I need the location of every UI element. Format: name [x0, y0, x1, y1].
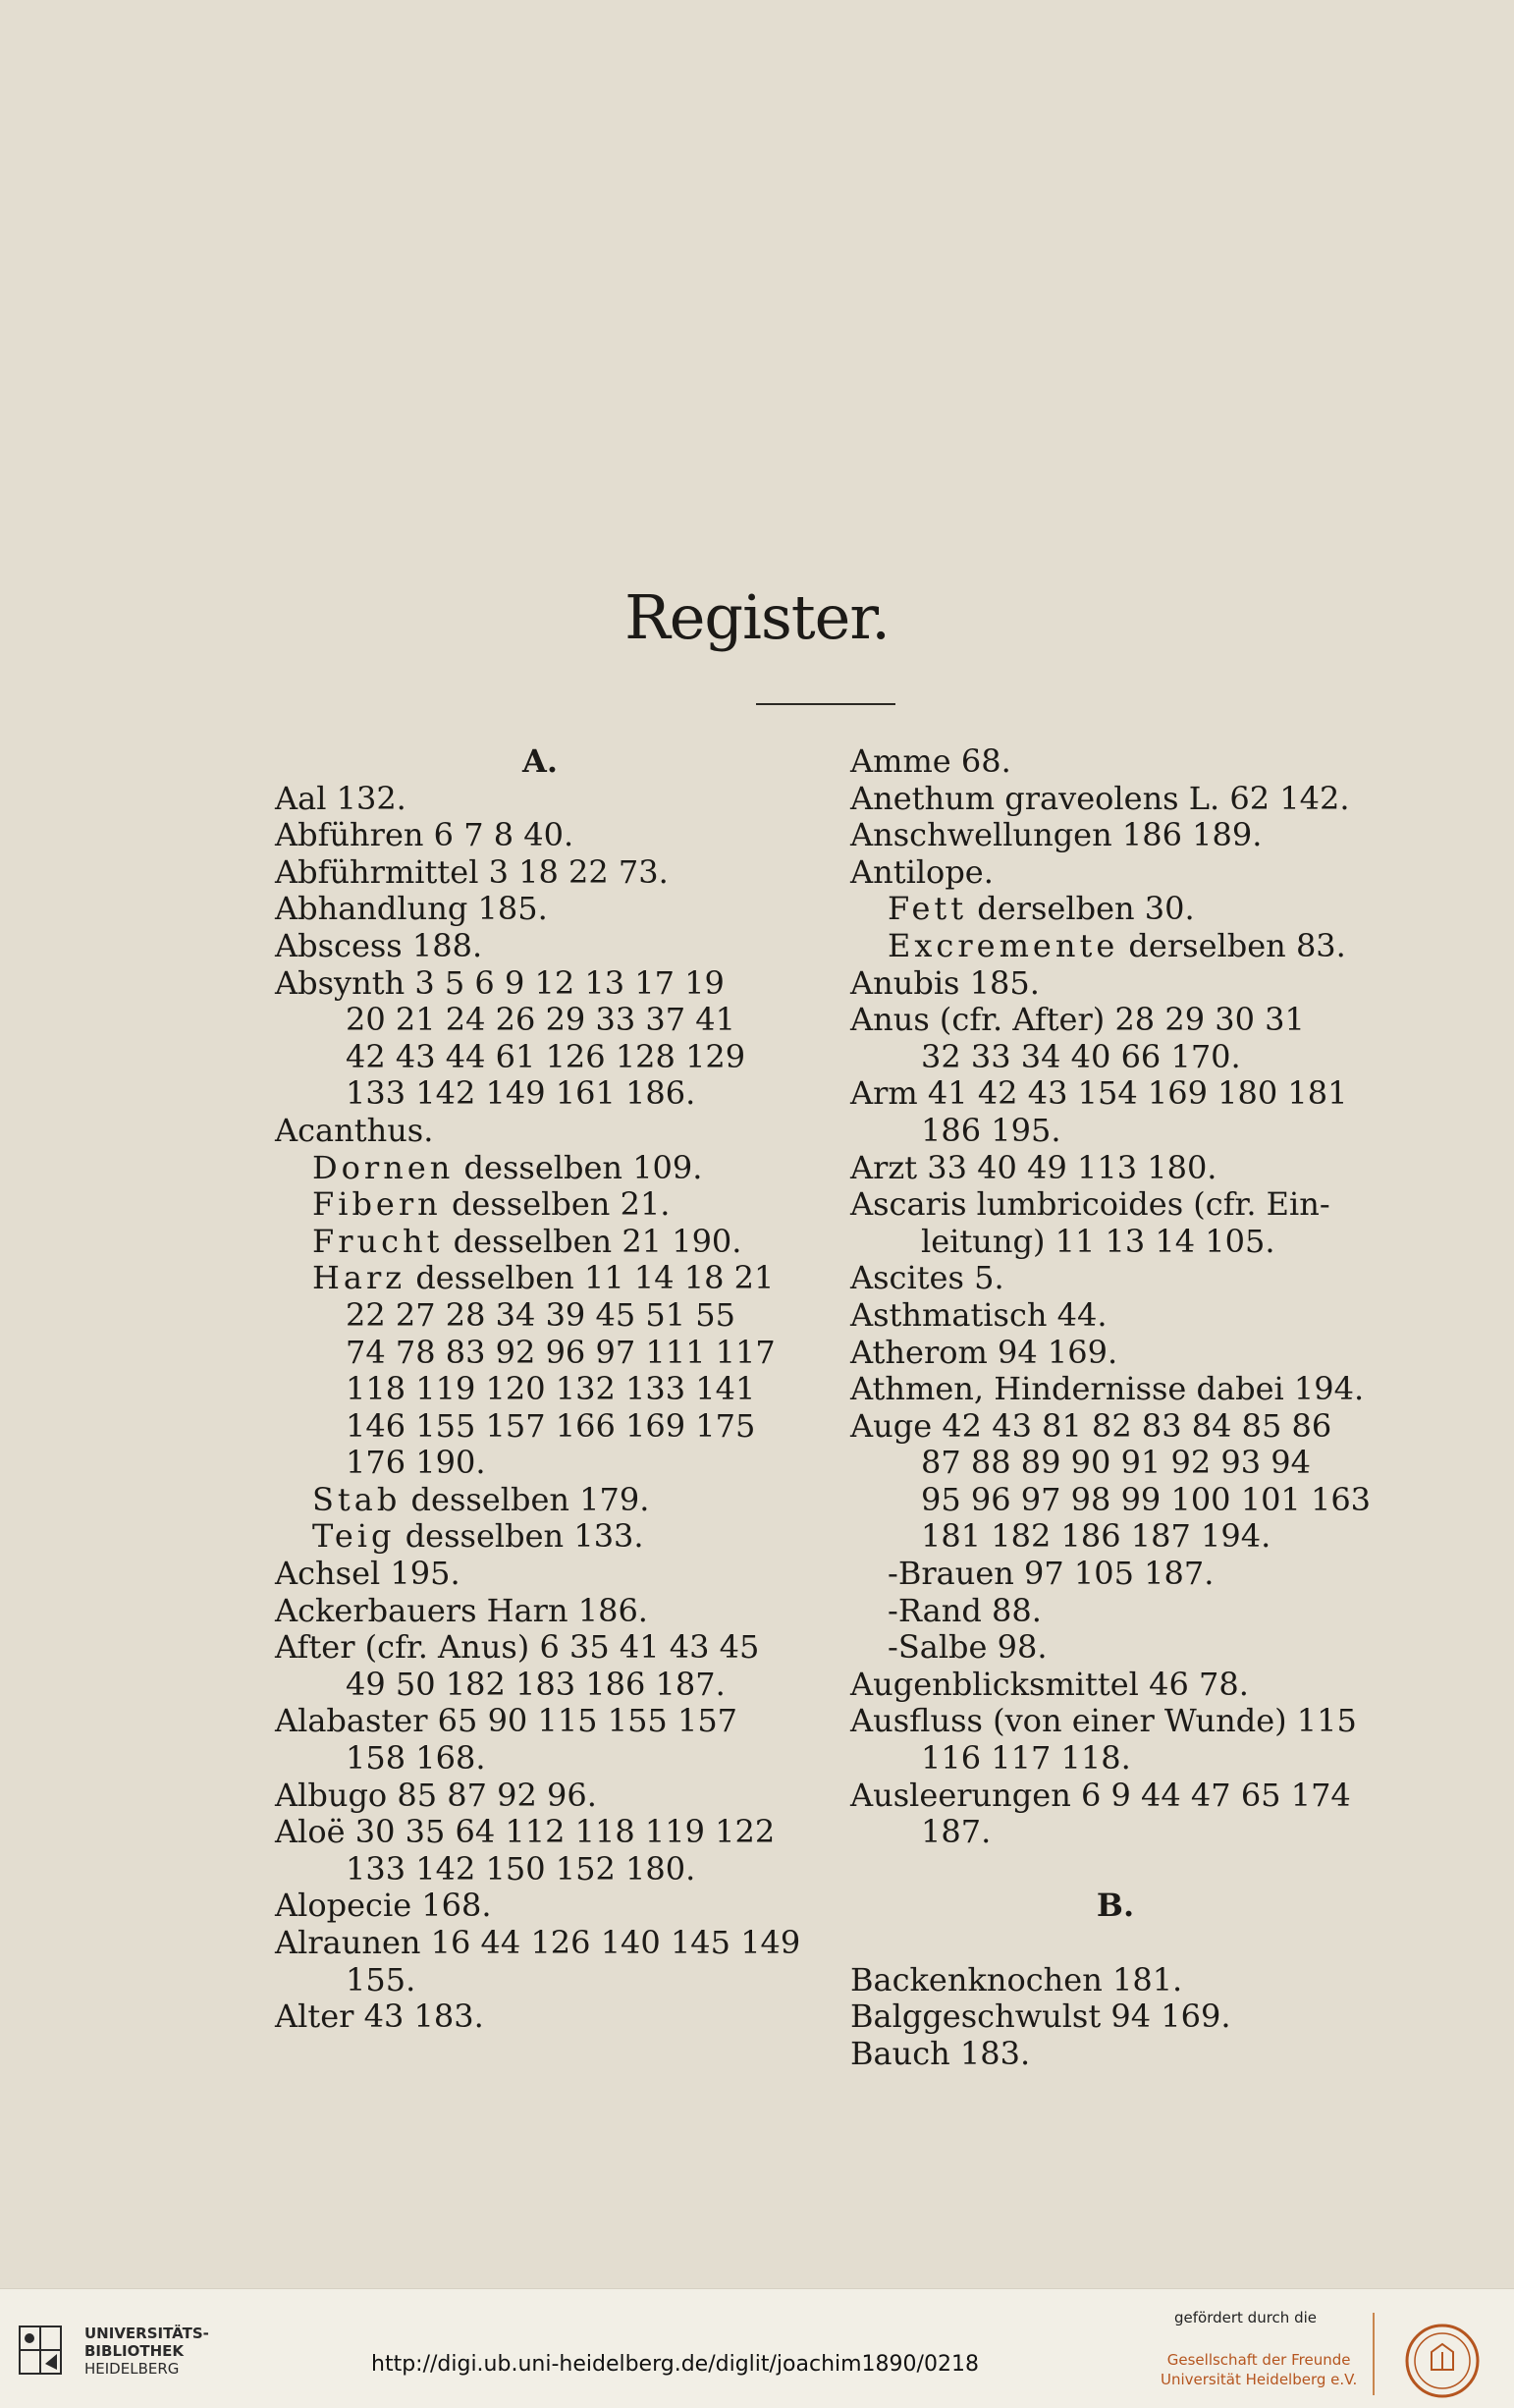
index-subentry: [850, 891, 1380, 928]
footer-divider: [1373, 2313, 1375, 2395]
entry-text: desselben 21.: [441, 1185, 671, 1224]
right-column: [850, 743, 1380, 2072]
index-subentry: -Rand 88.: [888, 1591, 1042, 1629]
index-entry: Ascites 5.: [850, 1259, 1004, 1297]
blank-line: [850, 1925, 1380, 1962]
index-entry: Aloë 30 35 64 112 118 119 122: [275, 1813, 776, 1851]
index-entry: Aal 132.: [275, 779, 406, 817]
index-entry: Backenknochen 181.: [850, 1960, 1183, 1998]
spaced-keyword: Dornen: [312, 1148, 455, 1186]
index-entry: Abführen 6 7 8 40.: [275, 816, 574, 854]
index-entry: Abführmittel 3 18 22 73.: [275, 852, 669, 891]
blank-line: [850, 1851, 1380, 1888]
footer-bar: [0, 2288, 1514, 2408]
left-column: [275, 743, 805, 2036]
index-entry: Amme 68.: [850, 742, 1011, 780]
index-entry: Antilope.: [850, 852, 994, 891]
entry-text: desselben 179.: [401, 1480, 650, 1518]
permalink-url[interactable]: http://digi.ub.uni-heidelberg.de/diglit/joachim1890/0218: [371, 2352, 979, 2377]
entry-text: desselben 11 14 18 21: [406, 1259, 775, 1297]
index-entry: Bauch 183.: [850, 2034, 1031, 2072]
title-rule: [756, 703, 895, 705]
index-entry: Alopecie 168.: [275, 1887, 492, 1925]
index-subentry: [275, 1224, 805, 1261]
index-subentry: 187.: [921, 1813, 992, 1851]
index-subentry: 133 142 150 152 180.: [346, 1849, 696, 1888]
library-name-line3: HEIDELBERG: [84, 2360, 180, 2378]
spaced-keyword: Teig: [312, 1517, 396, 1556]
index-subentry: 49 50 182 183 186 187.: [346, 1665, 726, 1703]
university-seal-icon: [1394, 2323, 1490, 2399]
page-title: Register.: [624, 581, 890, 653]
index-subentry: 32 33 34 40 66 170.: [921, 1037, 1241, 1075]
library-name: [84, 2325, 209, 2378]
spaced-keyword: Stab: [312, 1480, 402, 1518]
index-entry: Ausfluss (von einer Wunde) 115: [850, 1702, 1357, 1740]
index-subentry: 116 117 118.: [921, 1739, 1131, 1778]
index-entry: Alabaster 65 90 115 155 157: [275, 1702, 738, 1740]
sponsor-name-line2: Universität Heidelberg e.V.: [1161, 2371, 1358, 2388]
index-subentry: 118 119 120 132 133 141: [346, 1370, 756, 1408]
entry-text: desselben 109.: [454, 1148, 703, 1186]
index-entry: Anubis 185.: [850, 963, 1040, 1002]
index-subentry: 87 88 89 90 91 92 93 94: [921, 1444, 1311, 1482]
index-subentry: 74 78 83 92 96 97 111 117: [346, 1333, 776, 1371]
index-entry: Auge 42 43 81 82 83 84 85 86: [850, 1406, 1332, 1445]
index-subentry: [275, 1186, 805, 1224]
index-subentry: 95 96 97 98 99 100 101 163: [921, 1480, 1372, 1518]
library-name-line1: UNIVERSITÄTS-: [84, 2325, 209, 2342]
index-subentry: 158 168.: [346, 1739, 486, 1778]
index-subentry: [850, 928, 1380, 965]
index-entry: Athmen, Hindernisse dabei 194.: [850, 1370, 1365, 1408]
index-entry: Alraunen 16 44 126 140 145 149: [275, 1924, 801, 1961]
index-subentry: 155.: [346, 1960, 416, 1998]
entry-text: derselben 30.: [967, 890, 1195, 928]
index-subentry: 20 21 24 26 29 33 37 41: [346, 1001, 735, 1039]
spaced-keyword: Excremente: [888, 926, 1119, 964]
index-subentry: 133 142 149 161 186.: [346, 1074, 696, 1113]
index-subentry: 186 195.: [921, 1111, 1061, 1149]
index-subentry: -Brauen 97 105 187.: [888, 1555, 1215, 1593]
index-subentry: [275, 1260, 805, 1297]
entry-text: desselben 21 190.: [443, 1222, 742, 1260]
index-entry: Anus (cfr. After) 28 29 30 31: [850, 1001, 1305, 1039]
entry-text: derselben 83.: [1118, 926, 1346, 964]
index-entry: Achsel 195.: [275, 1555, 460, 1593]
index-entry: Ascaris lumbricoides (cfr. Ein-: [850, 1185, 1330, 1224]
sponsor-name: [1161, 2350, 1357, 2389]
index-entry: Alter 43 183.: [275, 1998, 484, 2036]
index-entry: Anethum graveolens L. 62 142.: [850, 779, 1350, 817]
index-subentry: leitung) 11 13 14 105.: [921, 1222, 1275, 1260]
index-entry: Anschwellungen 186 189.: [850, 816, 1263, 854]
index-subentry: 42 43 44 61 126 128 129: [346, 1037, 746, 1075]
index-entry: After (cfr. Anus) 6 35 41 43 45: [275, 1628, 760, 1667]
index-entry: Ackerbauers Harn 186.: [275, 1591, 648, 1629]
index-subentry: [275, 1482, 805, 1519]
index-entry: Acanthus.: [275, 1111, 434, 1149]
index-subentry: [275, 1518, 805, 1556]
spaced-keyword: Harz: [312, 1259, 406, 1297]
index-subentry: 146 155 157 166 169 175: [346, 1406, 756, 1445]
library-name-line2: BIBLIOTHEK: [84, 2342, 184, 2360]
index-entry: Arzt 33 40 49 113 180.: [850, 1148, 1217, 1186]
section-letter: B.: [1096, 1887, 1135, 1925]
index-entry: Abhandlung 185.: [275, 890, 548, 928]
index-entry: Augenblicksmittel 46 78.: [850, 1665, 1249, 1703]
index-entry: Albugo 85 87 92 96.: [275, 1776, 597, 1814]
spaced-keyword: Fett: [888, 890, 968, 928]
index-entry: Absynth 3 5 6 9 12 13 17 19: [275, 963, 725, 1002]
spaced-keyword: Frucht: [312, 1222, 444, 1260]
index-entry: Abscess 188.: [275, 926, 483, 964]
index-entry: Asthmatisch 44.: [850, 1295, 1108, 1334]
index-entry: Arm 41 42 43 154 169 180 181: [850, 1074, 1348, 1113]
sponsor-intro: gefördert durch die: [1174, 2309, 1317, 2326]
university-library-logo-icon: [18, 2325, 63, 2376]
index-entry: Atherom 94 169.: [850, 1333, 1118, 1371]
section-letter: A.: [522, 742, 558, 780]
index-entry: Balggeschwulst 94 169.: [850, 1998, 1231, 2036]
index-subentry: [275, 1150, 805, 1187]
index-entry: Ausleerungen 6 9 44 47 65 174: [850, 1776, 1351, 1814]
index-subentry: -Salbe 98.: [888, 1628, 1048, 1667]
index-subentry: 176 190.: [346, 1444, 486, 1482]
entry-text: desselben 133.: [395, 1517, 644, 1556]
sponsor-name-line1: Gesellschaft der Freunde: [1166, 2351, 1351, 2369]
index-subentry: 22 27 28 34 39 45 51 55: [346, 1295, 735, 1334]
index-subentry: 181 182 186 187 194.: [921, 1517, 1271, 1556]
spaced-keyword: Fibern: [312, 1185, 442, 1224]
